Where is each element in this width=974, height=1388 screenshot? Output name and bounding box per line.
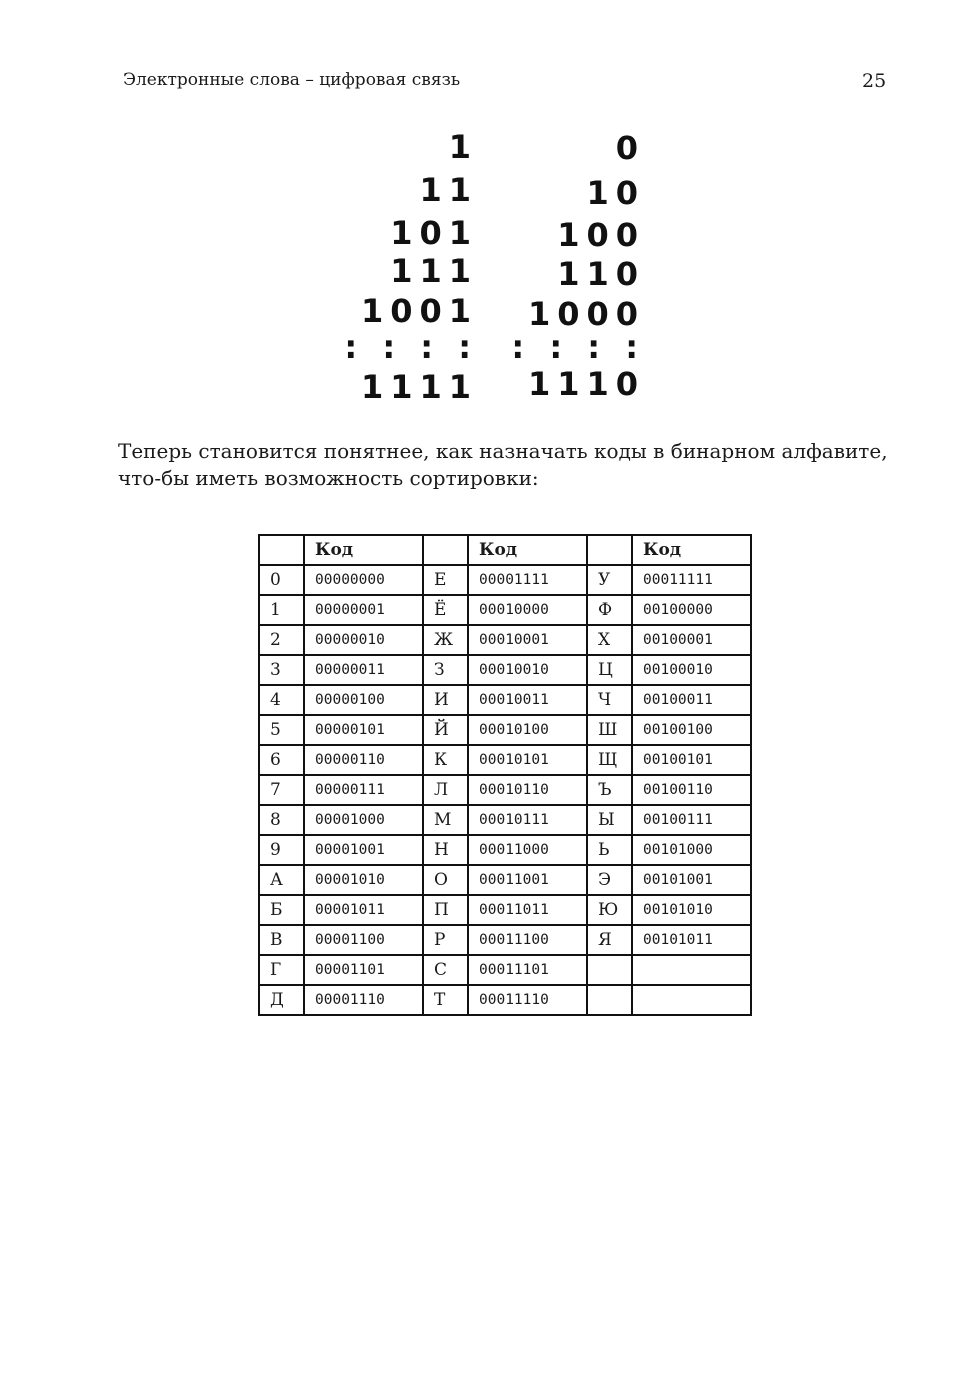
table-row (259, 865, 751, 895)
left-ellipsis: : : : : (344, 328, 478, 366)
symbol-cell: Ю (587, 895, 632, 925)
code-cell: 00001010 (304, 865, 423, 895)
left-number-2: 11 (419, 171, 478, 209)
symbol-cell: 3 (259, 655, 304, 685)
code-cell: 00011101 (468, 955, 587, 985)
page-number: 25 (862, 70, 887, 92)
symbol-cell: Ъ (587, 775, 632, 805)
table-row (259, 775, 751, 805)
table-header-row (259, 535, 751, 565)
code-cell: 00011110 (468, 985, 587, 1015)
right-number-1: 0 (615, 129, 645, 167)
table-row (259, 805, 751, 835)
table-row (259, 925, 751, 955)
table-row (259, 625, 751, 655)
code-cell: 00010000 (468, 595, 587, 625)
symbol-cell: Л (423, 775, 468, 805)
code-cell: 00100101 (632, 745, 751, 775)
symbol-cell: К (423, 745, 468, 775)
code-cell: 00001111 (468, 565, 587, 595)
code-cell: 00000011 (304, 655, 423, 685)
code-cell: 00010111 (468, 805, 587, 835)
symbol-header-2 (423, 535, 468, 565)
code-cell: 00100000 (632, 595, 751, 625)
symbol-cell: Ф (587, 595, 632, 625)
symbol-cell: О (423, 865, 468, 895)
code-header-1: Код (304, 535, 423, 565)
code-cell: 00000010 (304, 625, 423, 655)
code-cell: 00011000 (468, 835, 587, 865)
code-cell (632, 985, 751, 1015)
right-number-last: 1110 (527, 365, 645, 403)
code-cell: 00001110 (304, 985, 423, 1015)
symbol-cell: М (423, 805, 468, 835)
symbol-cell: С (423, 955, 468, 985)
code-header-2: Код (468, 535, 587, 565)
code-cell: 00101011 (632, 925, 751, 955)
left-number-1: 1 (448, 128, 478, 166)
symbol-cell: Г (259, 955, 304, 985)
symbol-cell: 9 (259, 835, 304, 865)
symbol-cell: Я (587, 925, 632, 955)
symbol-cell: Й (423, 715, 468, 745)
code-cell: 00100111 (632, 805, 751, 835)
code-cell: 00001011 (304, 895, 423, 925)
code-cell: 00100110 (632, 775, 751, 805)
table-row (259, 745, 751, 775)
symbol-cell: 7 (259, 775, 304, 805)
symbol-cell: Ч (587, 685, 632, 715)
table-row (259, 685, 751, 715)
symbol-cell: Н (423, 835, 468, 865)
table-row (259, 895, 751, 925)
symbol-cell: Е (423, 565, 468, 595)
code-cell (632, 955, 751, 985)
code-cell: 00010010 (468, 655, 587, 685)
symbol-cell (587, 955, 632, 985)
code-cell: 00001101 (304, 955, 423, 985)
code-cell: 00001100 (304, 925, 423, 955)
code-cell: 00010001 (468, 625, 587, 655)
symbol-header-1 (259, 535, 304, 565)
symbol-cell: 5 (259, 715, 304, 745)
left-number-5: 1001 (360, 292, 478, 330)
table-row (259, 955, 751, 985)
symbol-cell: 6 (259, 745, 304, 775)
code-cell: 00000000 (304, 565, 423, 595)
symbol-cell: Ь (587, 835, 632, 865)
character-code-table (258, 534, 752, 1016)
code-cell: 00101000 (632, 835, 751, 865)
symbol-cell: 4 (259, 685, 304, 715)
symbol-cell: Б (259, 895, 304, 925)
code-cell: 00100010 (632, 655, 751, 685)
handwritten-binary-drawing (340, 122, 670, 412)
symbol-cell: 2 (259, 625, 304, 655)
right-number-5: 1000 (527, 295, 645, 333)
code-cell: 00000111 (304, 775, 423, 805)
right-ellipsis: : : : : (511, 328, 645, 366)
code-cell: 00000100 (304, 685, 423, 715)
symbol-cell: 8 (259, 805, 304, 835)
table-row (259, 595, 751, 625)
symbol-cell: И (423, 685, 468, 715)
table-row (259, 715, 751, 745)
code-cell: 00100001 (632, 625, 751, 655)
code-cell: 00100011 (632, 685, 751, 715)
body-paragraph: Теперь становится понятнее, как назначать коды в бинарном алфавите, что-бы иметь возможность сортировки: (118, 439, 888, 490)
code-cell: 00000001 (304, 595, 423, 625)
symbol-cell: Ж (423, 625, 468, 655)
symbol-cell (587, 985, 632, 1015)
right-number-2: 10 (586, 174, 645, 212)
left-number-3: 101 (390, 214, 478, 252)
symbol-cell: Т (423, 985, 468, 1015)
symbol-cell: Д (259, 985, 304, 1015)
symbol-cell: Ц (587, 655, 632, 685)
symbol-cell: 0 (259, 565, 304, 595)
code-cell: 00011001 (468, 865, 587, 895)
code-cell: 00101001 (632, 865, 751, 895)
code-cell: 00101010 (632, 895, 751, 925)
code-cell: 00000110 (304, 745, 423, 775)
symbol-cell: Ы (587, 805, 632, 835)
code-cell: 00001000 (304, 805, 423, 835)
left-number-4: 111 (390, 252, 478, 290)
symbol-cell: Х (587, 625, 632, 655)
running-title: Электронные слова – цифровая связь (123, 70, 461, 90)
symbol-cell: Э (587, 865, 632, 895)
table-row (259, 655, 751, 685)
table-row (259, 835, 751, 865)
table-row (259, 565, 751, 595)
code-cell: 00011011 (468, 895, 587, 925)
symbol-cell: Ш (587, 715, 632, 745)
symbol-cell: З (423, 655, 468, 685)
symbol-cell: Щ (587, 745, 632, 775)
symbol-header-3 (587, 535, 632, 565)
code-cell: 00010011 (468, 685, 587, 715)
symbol-cell: П (423, 895, 468, 925)
symbol-cell: Р (423, 925, 468, 955)
symbol-cell: А (259, 865, 304, 895)
left-number-last: 1111 (360, 368, 478, 406)
symbol-cell: Ё (423, 595, 468, 625)
code-cell: 00010110 (468, 775, 587, 805)
code-cell: 00010101 (468, 745, 587, 775)
code-cell: 00100100 (632, 715, 751, 745)
symbol-cell: В (259, 925, 304, 955)
symbol-cell: У (587, 565, 632, 595)
code-header-3: Код (632, 535, 751, 565)
right-number-3: 100 (557, 216, 645, 254)
symbol-cell: 1 (259, 595, 304, 625)
table-body (259, 565, 751, 1015)
code-cell: 00001001 (304, 835, 423, 865)
code-cell: 00011100 (468, 925, 587, 955)
table-row (259, 985, 751, 1015)
code-cell: 00000101 (304, 715, 423, 745)
code-cell: 00011111 (632, 565, 751, 595)
code-cell: 00010100 (468, 715, 587, 745)
right-number-4: 110 (557, 255, 645, 293)
